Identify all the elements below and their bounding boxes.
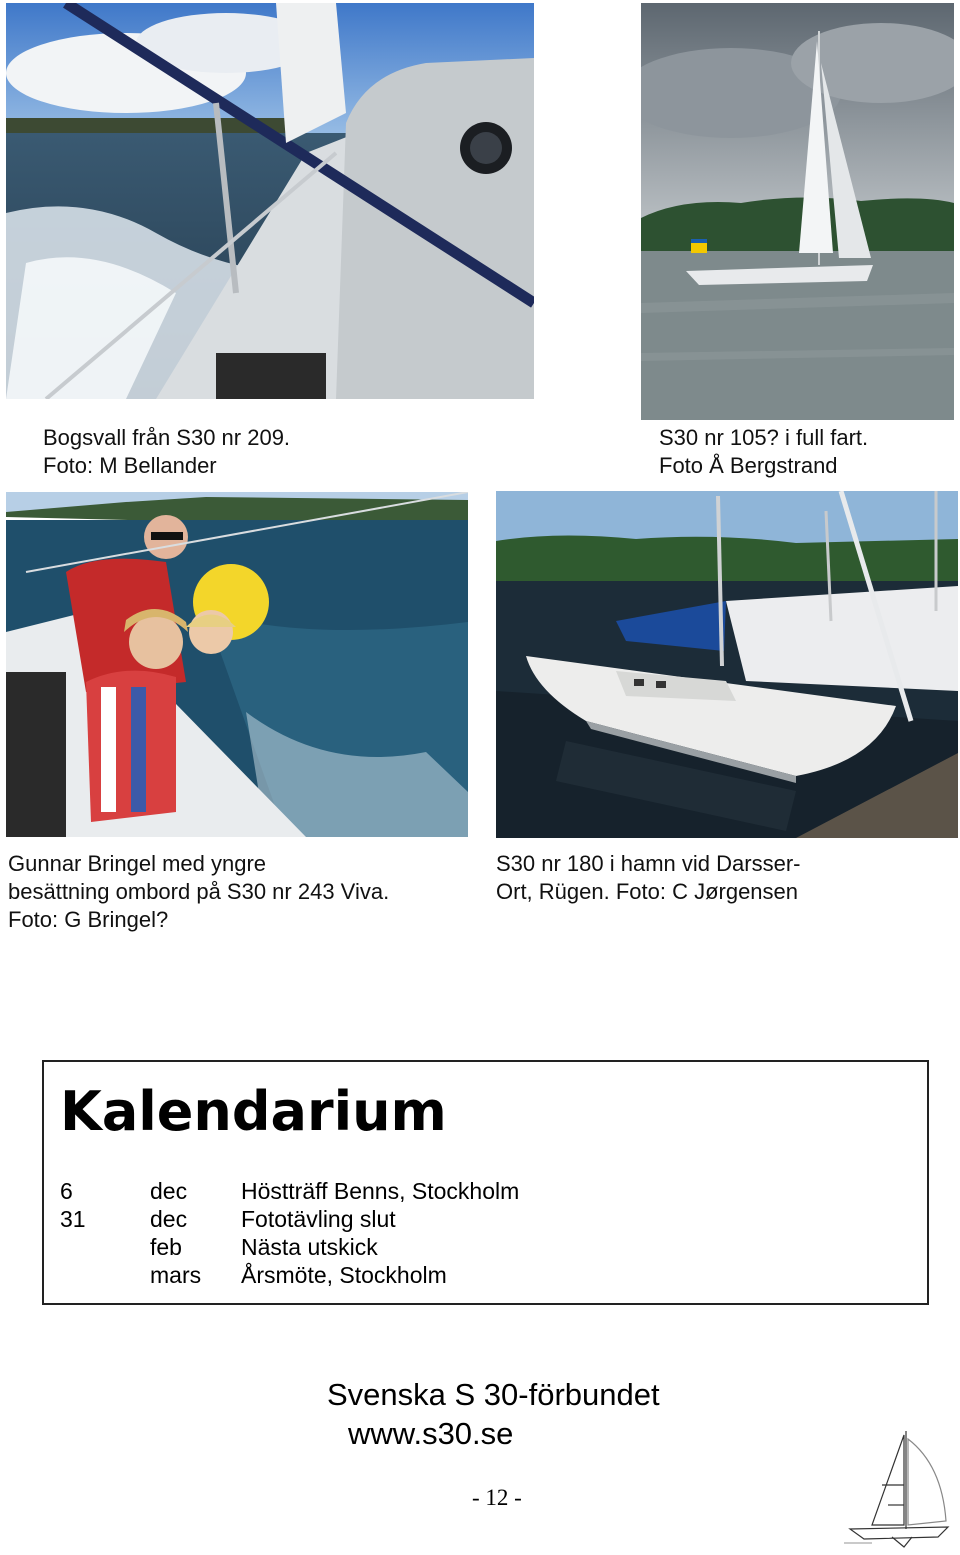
event-name: Nästa utskick — [241, 1234, 378, 1260]
event-day: 31 — [60, 1206, 86, 1232]
sailboat-logo-icon — [842, 1425, 954, 1550]
photo-caption-3: Gunnar Bringel med yngre besättning ombord på S30 nr 243 Viva. Foto: G Bringel? — [8, 851, 390, 932]
event-month: mars — [150, 1262, 202, 1288]
organization-name: Svenska S 30-förbundet — [327, 1377, 660, 1412]
calendar-title: Kalendarium — [60, 1080, 447, 1143]
event-month: dec — [150, 1206, 188, 1232]
organization-url[interactable]: www.s30.se — [348, 1416, 514, 1451]
event-month: dec — [150, 1178, 188, 1204]
sailboat-in-harbor-photo — [496, 491, 958, 838]
page-number: - 12 - — [472, 1485, 522, 1510]
photo-caption-2: S30 nr 105? i full fart. Foto Å Bergstrand — [659, 425, 869, 478]
photo-caption-1: Bogsvall från S30 nr 209. Foto: M Bellander — [43, 425, 291, 478]
family-sailing-photo — [6, 492, 468, 837]
sailboat-under-sail-photo — [641, 3, 954, 420]
photo-caption-4: S30 nr 180 i hamn vid Darsser- Ort, Rügen. Foto: C Jørgensen — [496, 851, 801, 904]
event-month: feb — [150, 1234, 182, 1260]
event-day: 6 — [60, 1178, 73, 1204]
event-name: Höstträff Benns, Stockholm — [241, 1178, 520, 1204]
event-name: Årsmöte, Stockholm — [241, 1262, 447, 1288]
calendar-box — [42, 1060, 929, 1305]
event-name: Fototävling slut — [241, 1206, 396, 1232]
sailboat-deck-wake-photo — [6, 3, 534, 399]
